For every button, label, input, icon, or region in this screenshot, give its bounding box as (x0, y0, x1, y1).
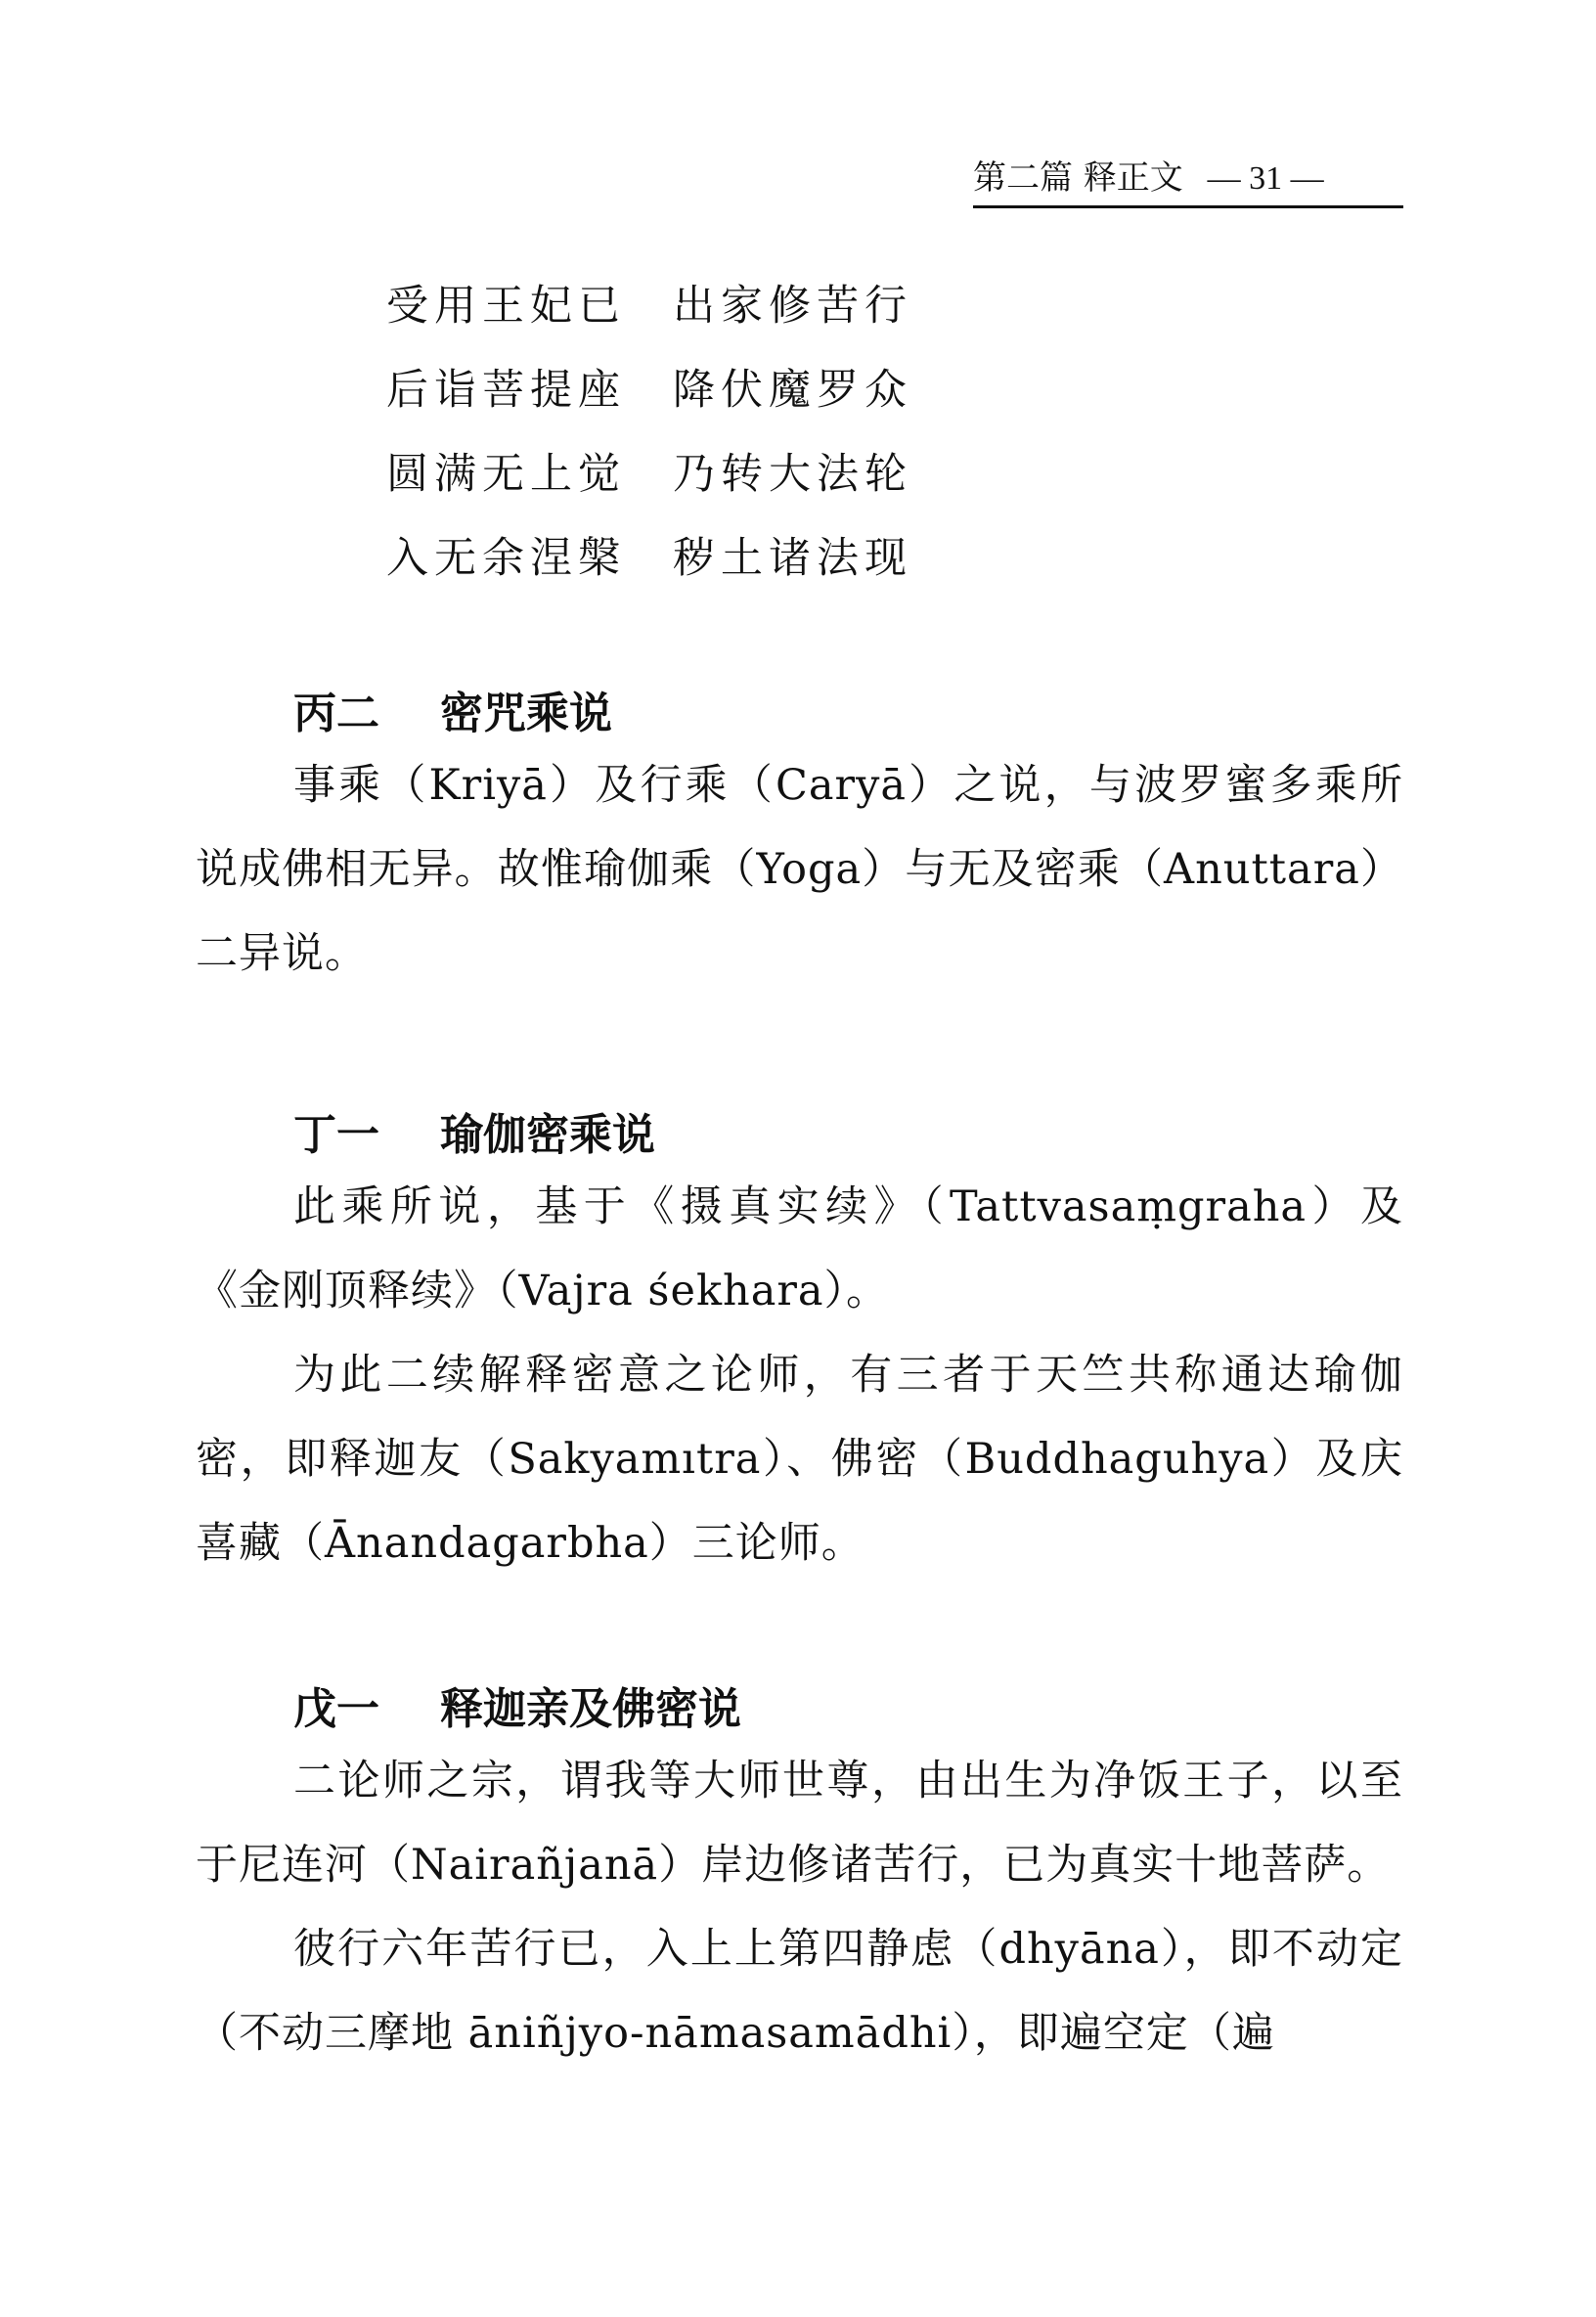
body-paragraph: 事乘（Kriyā）及行乘（Caryā）之说，与波罗蜜多乘所说成佛相无异。故惟瑜伽乘（Yoga）与无及密乘（Anuttara）二异说。 (196, 761, 1403, 978)
verse-right: 秽土诸法现 (673, 534, 912, 583)
section-title: 密咒乘说 (440, 689, 612, 738)
section-number: 丁一 (293, 1110, 379, 1160)
verse-line (386, 432, 912, 516)
section-heading (196, 1680, 1403, 1739)
section-heading (196, 685, 1403, 743)
verse-line (386, 516, 912, 601)
verse-left: 圆满无上觉 (386, 450, 626, 499)
section-shakyamitra-buddhaguhya (196, 1680, 1403, 2075)
verse-block (386, 264, 912, 601)
verse-left: 受用王妃已 (386, 282, 626, 331)
verse-left: 后诣菩提座 (386, 366, 626, 415)
page-number: — 31 — (1207, 160, 1324, 197)
section-number: 戊一 (293, 1684, 379, 1734)
body-paragraph: 二论师之宗，谓我等大师世尊，由出生为净饭王子，以至于尼连河（Nairañjanā）岸边修诸苦行，已为真实十地菩萨。 (196, 1757, 1403, 1890)
verse-line (386, 264, 912, 348)
body-paragraph: 彼行六年苦行已，入上上第四静虑（dhyāna），即不动定（不动三摩地 āniñjyo-nāmasamādhi），即遍空定（遍 (196, 1925, 1403, 2058)
running-header (973, 156, 1403, 201)
verse-left: 入无余涅槃 (386, 534, 626, 583)
verse-right: 降伏魔罗众 (673, 366, 912, 415)
verse-line (386, 348, 912, 432)
body-paragraph: 此乘所说，基于《摄真实续》（Tattvasaṃgraha）及《金刚顶释续》（Vajra śekhara）。 (196, 1182, 1403, 1315)
running-header-title: 第二篇 释正文 (973, 158, 1183, 198)
verse-right: 乃转大法轮 (673, 450, 912, 499)
section-number: 丙二 (293, 689, 379, 738)
header-rule (973, 205, 1403, 208)
section-title: 释迦亲及佛密说 (440, 1684, 741, 1734)
verse-right: 出家修苦行 (673, 282, 912, 331)
section-heading (196, 1106, 1403, 1165)
section-title: 瑜伽密乘说 (440, 1110, 655, 1160)
section-mantra-vehicle (196, 685, 1403, 996)
section-yoga-tantra (196, 1106, 1403, 1585)
body-paragraph: 为此二续解释密意之论师，有三者于天竺共称通达瑜伽密，即释迦友（Sakyamıtra）、佛密（Buddhaguhya）及庆喜藏（Ānandagarbha）三论师。 (196, 1351, 1403, 1568)
